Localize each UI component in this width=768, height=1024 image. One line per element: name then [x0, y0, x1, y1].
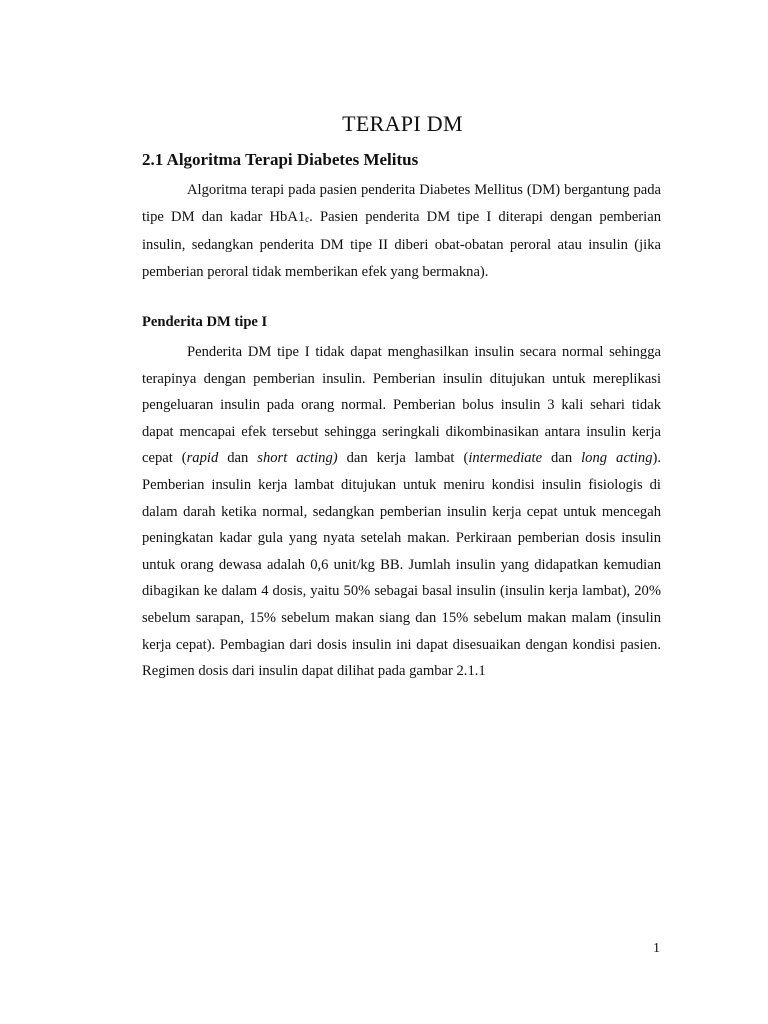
paragraph-dm-type-1	[142, 339, 661, 685]
section-heading: 2.1 Algoritma Terapi Diabetes Melitus	[142, 150, 419, 169]
paragraph-text-3: dan kerja lambat (	[337, 450, 469, 467]
subscript-c: c	[305, 213, 310, 224]
italic-intermediate: intermediate	[468, 450, 543, 467]
italic-short-acting: short acting)	[257, 450, 338, 467]
subheading-dm-type-1: Penderita DM tipe I	[142, 314, 268, 330]
page-title: TERAPI DM	[342, 111, 463, 136]
paragraph-text-4: dan	[542, 450, 582, 467]
paragraph-text-2: dan	[218, 450, 258, 467]
page-number: 1	[653, 941, 660, 956]
italic-long-acting: long acting	[581, 450, 653, 467]
paragraph-intro-text-1: Algoritma terapi pada pasien penderita Diabetes Mellitus (DM) bergantung pada tipe DM dan kadar HbA1	[142, 182, 661, 225]
paragraph-text-1: Penderita DM tipe I tidak dapat menghasilkan insulin secara normal sehingga terapinya dengan pemberian insulin. Pemberian insulin ditujukan untuk mereplikasi pengeluaran insulin pada orang normal. Pemberian bolus insulin 3 kali sehari tidak dapat mencapai efek tersebut sehingga seringkali dikombinasikan antara insulin kerja cepat (	[142, 344, 661, 467]
paragraph-text-5: ). Pemberian insulin kerja lambat ditujukan untuk meniru kondisi insulin fisiologis di dalam darah ketika normal, sedangkan pemberian insulin kerja cepat untuk mencegah peningkatan kadar gula yang nyata setelah makan. Perkiraan pemberian dosis insulin untuk orang dewasa adalah 0,6 unit/kg BB. Jumlah insulin yang didapatkan kemudian dibagikan ke dalam 4 dosis, yaitu 50% sebagai basal insulin (insulin kerja lambat), 20% sebelum sarapan, 15% sebelum makan siang dan 15% sebelum makan malam (insulin kerja cepat). Pembagian dari dosis insulin ini dapat disesuaikan dengan kondisi pasien. Regimen dosis dari insulin dapat dilihat pada gambar 2.1.1	[142, 450, 662, 680]
paragraph-intro	[142, 177, 661, 285]
paragraph-intro-text-2: . Pasien penderita DM tipe I diterapi dengan pemberian insulin, sedangkan penderita DM tipe II diberi obat-obatan peroral atau insulin (jika pemberian peroral tidak memberikan efek yang bermakna).	[142, 208, 661, 280]
italic-rapid: rapid	[186, 450, 219, 467]
